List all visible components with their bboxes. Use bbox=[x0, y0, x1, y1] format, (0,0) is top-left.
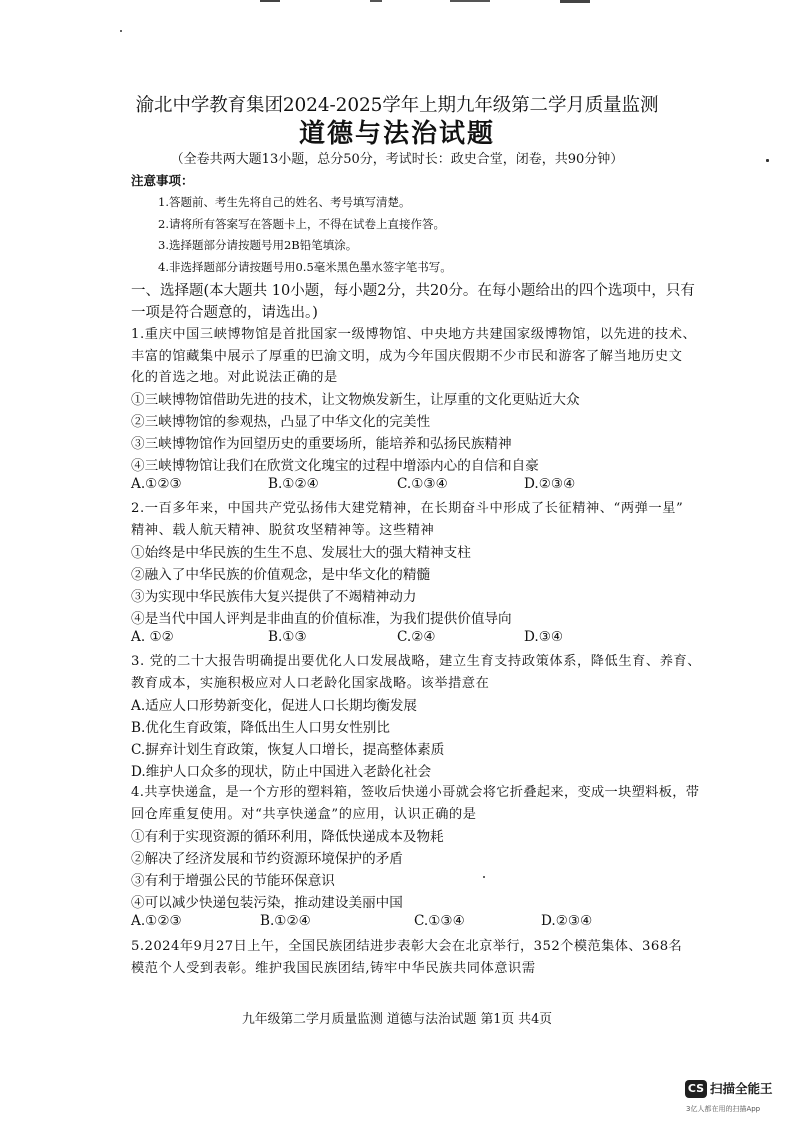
question-stem: 丰富的馆藏集中展示了厚重的巴渝文明，成为今年国庆假期不少市民和游客了解当地历史文 bbox=[131, 349, 683, 364]
question-stem: 3. 党的二十大报告明确提出要优化人口发展战略，建立生育支持政策体系，降低生育、养育、 bbox=[131, 654, 702, 669]
answer-choice-c: C.①③④ bbox=[397, 476, 448, 492]
statement-option: ②三峡博物馆的参观热，凸显了中华文化的完美性 bbox=[131, 414, 431, 430]
statement-option: ④可以减少快递包装污染，推动建设美丽中国 bbox=[131, 895, 403, 911]
answer-choice-b: B.①②④ bbox=[260, 913, 311, 929]
question-stem: 精神、载人航天精神、脱贫攻坚精神等。这些精神 bbox=[131, 523, 435, 538]
answer-choice-a: A.①②③ bbox=[131, 913, 182, 929]
exam-subtitle: （全卷共两大题13小题，总分50分，考试时长：政史合堂，闭卷，共90分钟） bbox=[170, 152, 624, 167]
camscanner-logo-icon: CS bbox=[685, 1080, 707, 1098]
answer-choice-a: A. ①② bbox=[131, 629, 174, 645]
statement-option: ①始终是中华民族的生生不息、发展壮大的强大精神支柱 bbox=[131, 545, 471, 561]
question-stem: 5.2024年9月27日上午，全国民族团结进步表彰大会在北京举行，352个模范集体、368名 bbox=[131, 939, 683, 954]
exam-title-line1: 渝北中学教育集团2024-2025学年上期九年级第二学月质量监测 bbox=[135, 95, 659, 116]
statement-option: ①三峡博物馆借助先进的技术，让文物焕发新生，让厚重的文化更贴近大众 bbox=[131, 392, 580, 408]
exam-subject-title: 道德与法治试题 bbox=[298, 119, 495, 149]
question-stem: 回仓库重复使用。对“共享快递盒”的应用，认识正确的是 bbox=[131, 807, 477, 822]
notice-item: 4.非选择题部分请按题号用0.5毫米黑色墨水签字笔书写。 bbox=[158, 260, 452, 274]
answer-choice-d: D.②③④ bbox=[524, 476, 576, 492]
notice-heading: 注意事项： bbox=[131, 173, 194, 188]
statement-option: ③三峡博物馆作为回望历史的重要场所，能培养和弘扬民族精神 bbox=[131, 436, 512, 452]
statement-option: ④是当代中国人评判是非曲直的价值标准，为我们提供价值导向 bbox=[131, 611, 512, 627]
answer-choice-b: B.优化生育政策，降低出生人口男女性别比 bbox=[131, 720, 390, 736]
scan-speck bbox=[120, 30, 122, 32]
section-heading-cont: 一项是符合题意的，请选出。) bbox=[131, 305, 318, 321]
answer-choice-d: D.维护人口众多的现状，防止中国进入老龄化社会 bbox=[131, 764, 432, 780]
answer-choice-c: C.摒弃计划生育政策，恢复人口增长，提高整体素质 bbox=[131, 742, 445, 758]
notice-item: 1.答题前、考生先将自己的姓名、考号填写清楚。 bbox=[158, 195, 411, 209]
answer-choice-c: C.②④ bbox=[397, 629, 436, 645]
answer-choice-c: C.①③④ bbox=[414, 913, 465, 929]
question-stem: 1.重庆中国三峡博物馆是首批国家一级博物馆、中央地方共建国家级博物馆，以先进的技术、 bbox=[131, 327, 697, 342]
statement-option: ③有利于增强公民的节能环保意识 bbox=[131, 873, 335, 889]
answer-choice-d: D.③④ bbox=[524, 629, 564, 645]
statement-option: ②融入了中华民族的价值观念，是中华文化的精髓 bbox=[131, 567, 431, 583]
answer-choice-b: B.①③ bbox=[268, 629, 307, 645]
notice-item: 2.请将所有答案写在答题卡上，不得在试卷上直接作答。 bbox=[158, 217, 445, 231]
question-stem: 模范个人受到表彰。维护我国民族团结,铸牢中华民族共同体意识需 bbox=[131, 961, 536, 976]
question-stem: 4.共享快递盒，是一个方形的塑料箱，签收后快递小哥就会将它折叠起来，变成一块塑料板，带 bbox=[131, 785, 700, 800]
statement-option: ④三峡博物馆让我们在欣赏文化瑰宝的过程中增添内心的自信和自豪 bbox=[131, 458, 539, 474]
statement-option: ③为实现中华民族伟大复兴提供了不竭精神动力 bbox=[131, 589, 417, 605]
answer-choice-b: B.①②④ bbox=[268, 476, 319, 492]
section-heading: 一、选择题(本大题共 10小题，每小题2分，共20分。在每小题给出的四个选项中，只有 bbox=[131, 283, 695, 299]
scan-speck bbox=[483, 876, 485, 878]
question-stem: 化的首选之地。对此说法正确的是 bbox=[131, 370, 338, 385]
notice-item: 3.选择题部分请按题号用2B铅笔填涂。 bbox=[158, 238, 358, 252]
question-stem: 2.一百多年来，中国共产党弘扬伟大建党精神，在长期奋斗中形成了长征精神、“两弹一星” bbox=[131, 501, 684, 516]
answer-choice-a: A.适应人口形势新变化，促进人口长期均衡发展 bbox=[131, 698, 418, 714]
statement-option: ②解决了经济发展和节约资源环境保护的矛盾 bbox=[131, 851, 403, 867]
scan-edge-artifact bbox=[260, 0, 610, 4]
watermark-subtitle: 3亿人都在用的扫描App bbox=[686, 1105, 761, 1113]
watermark-title: 扫描全能王 bbox=[710, 1081, 773, 1096]
answer-choice-d: D.②③④ bbox=[541, 913, 593, 929]
page-footer: 九年级第二学月质量监测 道德与法治试题 第1页 共4页 bbox=[241, 1012, 553, 1027]
question-stem: 教育成本，实施积极应对人口老龄化国家战略。该举措意在 bbox=[131, 676, 490, 691]
statement-option: ①有利于实现资源的循环利用，降低快递成本及物耗 bbox=[131, 829, 444, 845]
answer-choice-a: A.①②③ bbox=[131, 476, 182, 492]
